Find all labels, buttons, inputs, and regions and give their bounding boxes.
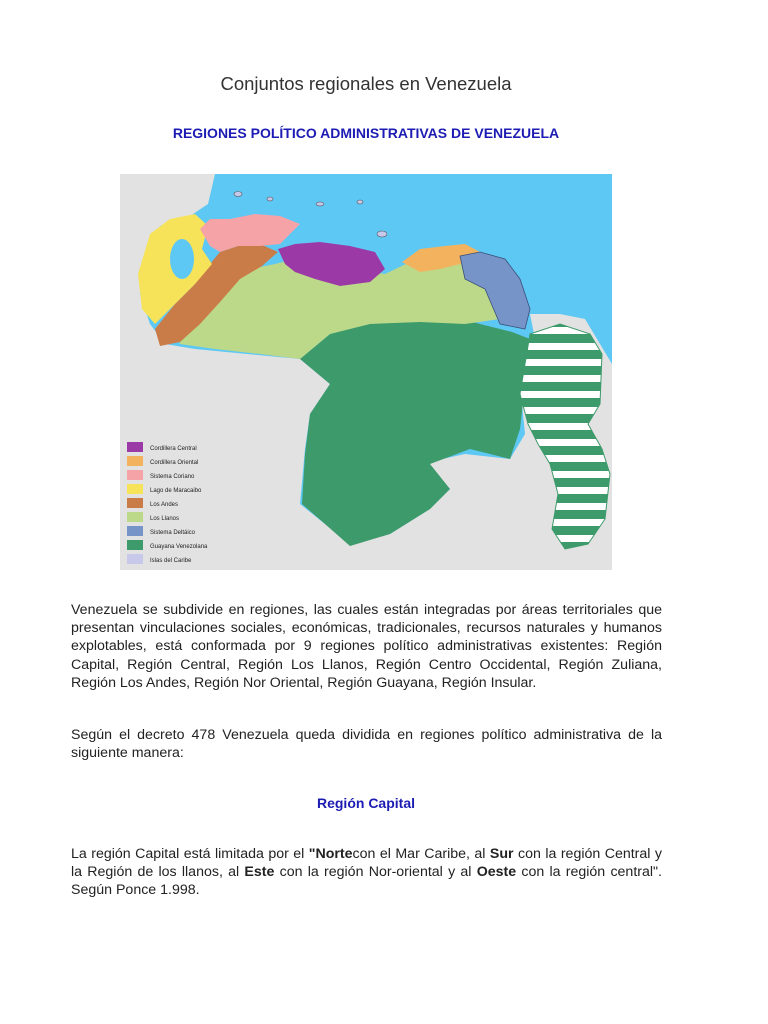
bold-sur: Sur: [489, 846, 514, 862]
legend-label-los-llanos: Los Llanos: [150, 516, 180, 522]
legend-label-sistema-coriano: Sistema Coriano: [150, 474, 195, 480]
map-legend: [122, 436, 226, 568]
legend-swatch-los-llanos: [127, 512, 143, 522]
legend-swatch-sistema-deltaico: [127, 526, 143, 536]
legend-label-sistema-deltaico: Sistema Deltáico: [150, 530, 196, 536]
legend-swatch-sistema-coriano: [127, 470, 143, 480]
bold-oeste: Oeste: [476, 864, 517, 881]
legend-label-islas-caribe: Islas del Caribe: [150, 558, 192, 564]
document-title: Conjuntos regionales en Venezuela: [220, 73, 512, 94]
legend-swatch-cordillera-oriental: [127, 456, 143, 466]
legend-label-los-andes: Los Andes: [150, 502, 179, 508]
legend-swatch-cordillera-central: [127, 442, 143, 452]
venezuela-regions-map: [120, 174, 612, 570]
map-lake-maracaibo: [170, 239, 194, 279]
section-heading-region-capital: Región Capital: [316, 795, 415, 811]
bold-norte: "Norte: [308, 846, 353, 862]
paragraph-intro: Venezuela se subdivide en regiones, las cuales están integradas por áreas territoriales que presentan vinculaciones sociales, económicas, tradicionales, recursos naturales y humanos explotables, está conformada por 9 regiones político administrativas existentes: Región Capital, Región Central, Región Los Llanos, Región Centro Occidental, Región Zuliana, Región Los Andes, Región Nor Oriental, Región Guayana, Región Insular.: [71, 602, 662, 691]
document-subtitle: REGIONES POLÍTICO ADMINISTRATIVAS DE VENEZUELA: [172, 125, 560, 141]
legend-swatch-islas-caribe: [127, 554, 143, 564]
paragraph-decreto: Según el decreto 478 Venezuela queda dividida en regiones político administrativa de la siguiente manera:: [71, 727, 662, 762]
paragraph-region-capital: La región Capital está limitada por el "Nortecon el Mar Caribe, al Sur con la región Central y la Región de los llanos, al Este con la región Nor-oriental y al Oeste con la región central". Según Ponce 1.998.: [71, 846, 663, 899]
legend-swatch-los-andes: [127, 498, 143, 508]
legend-swatch-lago-maracaibo: [127, 484, 143, 494]
legend-label-cordillera-central: Cordillera Central: [150, 446, 197, 452]
legend-label-guayana: Guayana Venezolana: [150, 544, 208, 550]
bold-este: Este: [244, 864, 275, 881]
legend-swatch-guayana: [127, 540, 143, 550]
legend-label-lago-maracaibo: Lago de Maracaibo: [150, 488, 202, 494]
legend-label-cordillera-oriental: Cordillera Oriental: [150, 460, 199, 466]
